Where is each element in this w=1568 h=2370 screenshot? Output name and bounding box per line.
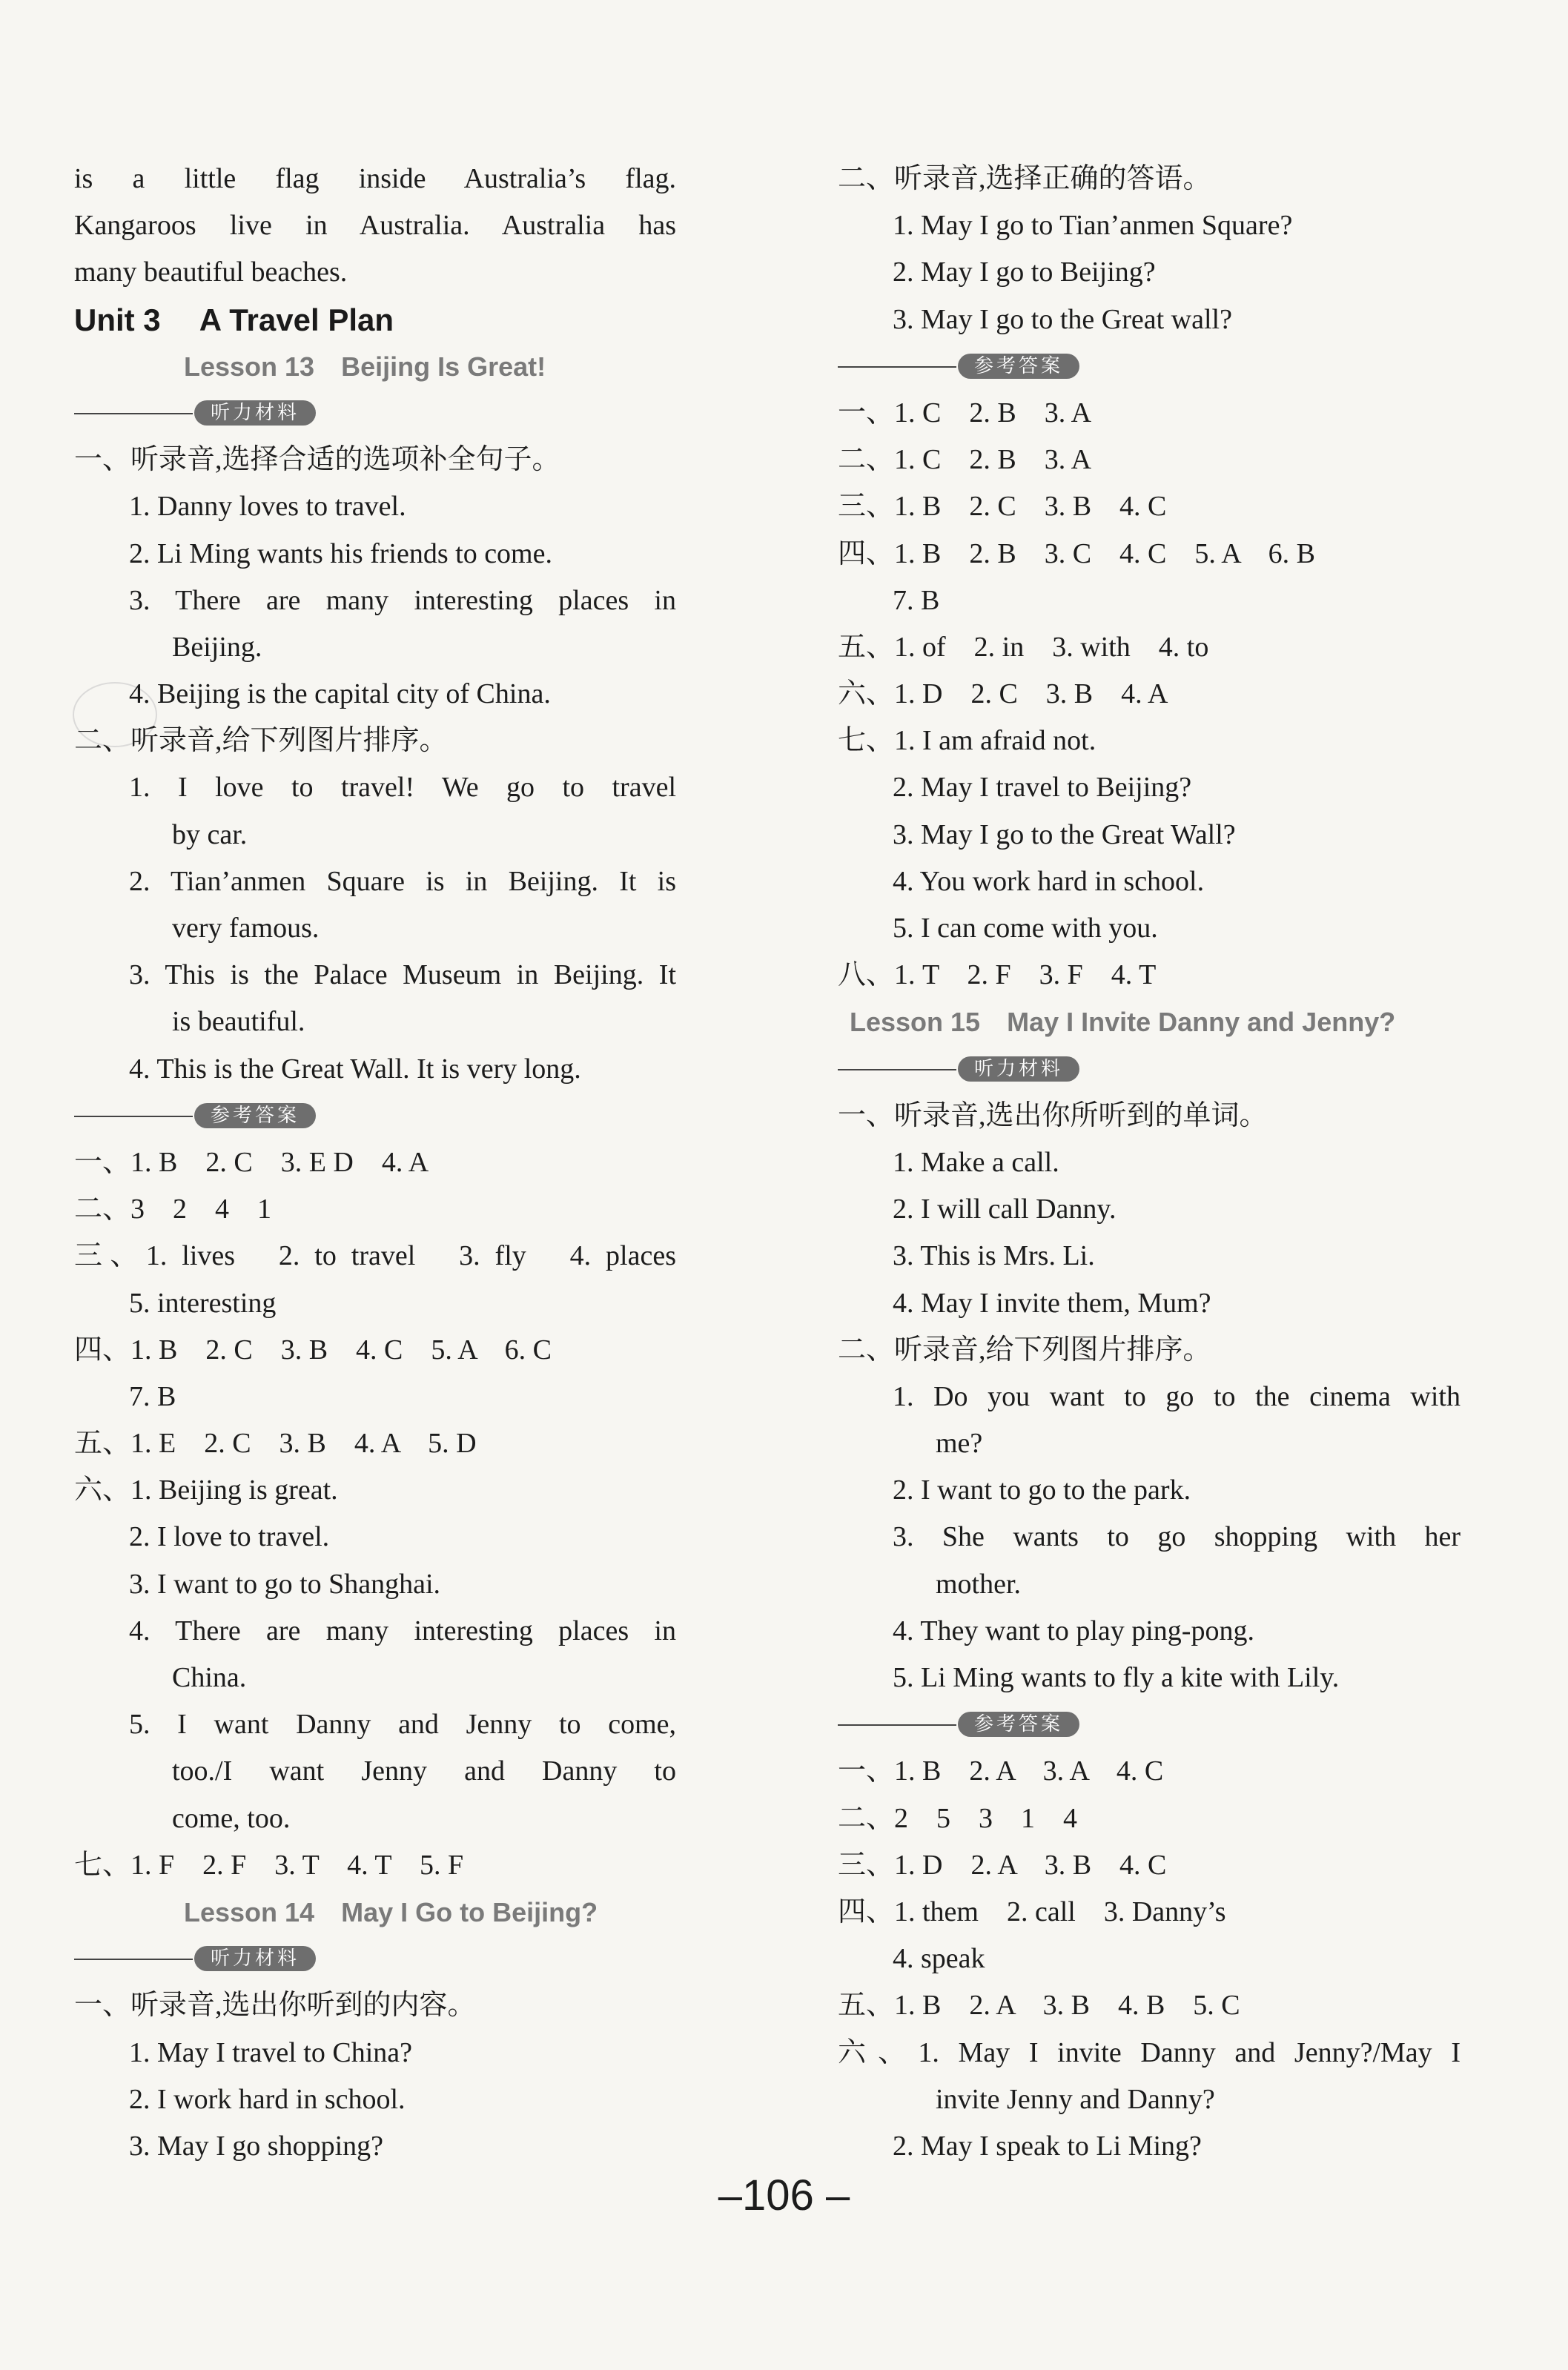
text-line: 四、1. B 2. C 3. B 4. C 5. A 6. C	[74, 1334, 552, 1366]
lesson-title: Lesson 14 May I Go to Beijing?	[184, 1896, 598, 1927]
list-item: 2. May I travel to Beijing?	[893, 772, 1192, 804]
text-line: 五、1. B 2. A 3. B 4. B 5. C	[838, 1990, 1240, 2022]
lesson-title: Lesson 15 May I Invite Danny and Jenny?	[850, 1007, 1396, 1038]
answer-continuation: 7. B	[893, 584, 940, 616]
text-line: 一、1. B 2. A 3. A 4. C	[838, 1755, 1164, 1787]
list-item: 1. May I travel to China?	[129, 2036, 413, 2068]
list-item-continuation: Beijing.	[172, 631, 262, 663]
text-line: 四、1. B 2. B 3. C 4. C 5. A 6. B	[838, 537, 1315, 569]
list-item: 5. I can come with you.	[893, 913, 1158, 944]
text-line: 六、1. May I invite Danny and Jenny?/May I	[838, 2036, 1461, 2068]
text-line: 二、3 2 4 1	[74, 1194, 272, 1225]
divider-rule	[74, 1116, 193, 1117]
text-line: 六、1. D 2. C 3. B 4. A	[838, 678, 1168, 710]
text-line: 三、1. lives 2. to travel 3. fly 4. places	[74, 1240, 676, 1272]
divider-rule	[838, 1069, 956, 1070]
list-item: 2. May I go to Beijing?	[893, 256, 1156, 288]
list-item: 2. Li Ming wants his friends to come.	[129, 537, 552, 569]
text-line: 七、1. I am afraid not.	[838, 725, 1096, 757]
list-item: 2. I work hard in school.	[129, 2083, 406, 2115]
left-column	[74, 156, 676, 2170]
list-item: 4. They want to play ping-pong.	[893, 1615, 1254, 1646]
list-item: 1. Do you want to go to the cinema with	[893, 1380, 1461, 1412]
list-item: 1. May I go to Tian’anmen Square?	[893, 210, 1293, 242]
list-item-continuation: very famous.	[172, 913, 320, 944]
divider-rule	[838, 1724, 956, 1726]
text-line: 二、听录音,给下列图片排序。	[74, 725, 448, 757]
page-number: –106 –	[718, 2171, 850, 2220]
section-badge: 参考答案	[958, 1712, 1079, 1737]
section-badge: 听力材料	[194, 1946, 316, 1971]
text-line: 四、1. them 2. call 3. Danny’s	[838, 1896, 1226, 1927]
unit-title: Unit 3 A Travel Plan	[74, 302, 394, 337]
list-item: 4. You work hard in school.	[893, 865, 1205, 897]
list-item: 5. Li Ming wants to fly a kite with Lily.	[893, 1662, 1340, 1693]
section-badge: 参考答案	[958, 354, 1079, 379]
list-item: 2. I will call Danny.	[893, 1194, 1117, 1225]
list-item: 4. This is the Great Wall. It is very long.	[129, 1053, 581, 1085]
list-item-continuation: is beautiful.	[172, 1006, 305, 1038]
text-line: 五、1. of 2. in 3. with 4. to	[838, 631, 1209, 663]
list-item: 5. I want Danny and Jenny to come,	[129, 1709, 676, 1741]
text-line: 一、听录音,选出你所听到的单词。	[838, 1099, 1268, 1131]
section-divider	[838, 1701, 1461, 1748]
list-item: 4. There are many interesting places in	[129, 1615, 676, 1646]
list-item: 2. May I speak to Li Ming?	[893, 2130, 1202, 2162]
list-item: 3. This is Mrs. Li.	[893, 1240, 1095, 1272]
list-item: 4. May I invite them, Mum?	[893, 1287, 1211, 1319]
list-item-continuation: China.	[172, 1662, 247, 1693]
text-line: 六、1. Beijing is great.	[74, 1474, 338, 1506]
text-line: 八、1. T 2. F 3. F 4. T	[838, 959, 1157, 991]
list-item: 1. I love to travel! We go to travel	[129, 772, 676, 804]
section-badge: 参考答案	[194, 1103, 316, 1128]
text-line: 五、1. E 2. C 3. B 4. A 5. D	[74, 1428, 477, 1460]
section-divider	[74, 1093, 676, 1139]
section-divider	[838, 343, 1461, 390]
list-item: 3. This is the Palace Museum in Beijing. It	[129, 959, 676, 991]
text-line: 七、1. F 2. F 3. T 4. T 5. F	[74, 1849, 464, 1881]
list-item-continuation: mother.	[936, 1568, 1022, 1600]
list-item: 3. May I go to the Great Wall?	[893, 818, 1236, 850]
text-line: many beautiful beaches.	[74, 256, 348, 288]
right-column	[838, 156, 1461, 2170]
text-line: 三、1. B 2. C 3. B 4. C	[838, 491, 1167, 523]
list-item: 3. I want to go to Shanghai.	[129, 1568, 441, 1600]
text-line: 二、2 5 3 1 4	[838, 1802, 1078, 1834]
list-item: 2. Tian’anmen Square is in Beijing. It is	[129, 865, 676, 897]
section-badge: 听力材料	[194, 400, 316, 426]
list-item: 4. Beijing is the capital city of China.	[129, 678, 551, 710]
divider-rule	[838, 366, 956, 368]
section-divider	[74, 390, 676, 437]
text-line: 二、听录音,选择正确的答语。	[838, 163, 1211, 194]
text-line: 一、1. C 2. B 3. A	[838, 397, 1092, 428]
text-line: 一、听录音,选出你听到的内容。	[74, 1990, 476, 2022]
divider-rule	[74, 413, 193, 414]
list-item: 3. She wants to go shopping with her	[893, 1521, 1461, 1553]
list-item-continuation: me?	[936, 1428, 983, 1460]
section-badge: 听力材料	[958, 1056, 1079, 1082]
list-item-continuation: too./I want Jenny and Danny to	[172, 1755, 676, 1787]
list-item-continuation: by car.	[172, 818, 248, 850]
list-item: 3. There are many interesting places in	[129, 584, 676, 616]
list-item-continuation: invite Jenny and Danny?	[936, 2083, 1215, 2115]
answer-continuation: 5. interesting	[129, 1287, 277, 1319]
list-item: 3. May I go shopping?	[129, 2130, 384, 2162]
text-line: 二、听录音,给下列图片排序。	[838, 1334, 1211, 1366]
text-line: 二、1. C 2. B 3. A	[838, 444, 1092, 476]
list-item: 2. I love to travel.	[129, 1521, 330, 1553]
answer-continuation: 4. speak	[893, 1943, 985, 1975]
text-line: 三、1. D 2. A 3. B 4. C	[838, 1849, 1167, 1881]
list-item: 1. Make a call.	[893, 1146, 1059, 1178]
text-line: Kangaroos live in Australia. Australia has	[74, 210, 676, 242]
lesson-title: Lesson 13 Beijing Is Great!	[184, 351, 546, 382]
divider-rule	[74, 1959, 193, 1960]
text-line: 一、1. B 2. C 3. E D 4. A	[74, 1146, 429, 1178]
list-item: 1. Danny loves to travel.	[129, 491, 406, 523]
list-item: 2. I want to go to the park.	[893, 1474, 1191, 1506]
list-item: 3. May I go to the Great wall?	[893, 303, 1232, 335]
text-line: is a little flag inside Australia’s flag.	[74, 163, 676, 194]
text-line: 一、听录音,选择合适的选项补全句子。	[74, 444, 560, 476]
answer-continuation: 7. B	[129, 1380, 176, 1412]
list-item-continuation: come, too.	[172, 1802, 291, 1834]
section-divider	[74, 1936, 676, 1982]
section-divider	[838, 1046, 1461, 1093]
